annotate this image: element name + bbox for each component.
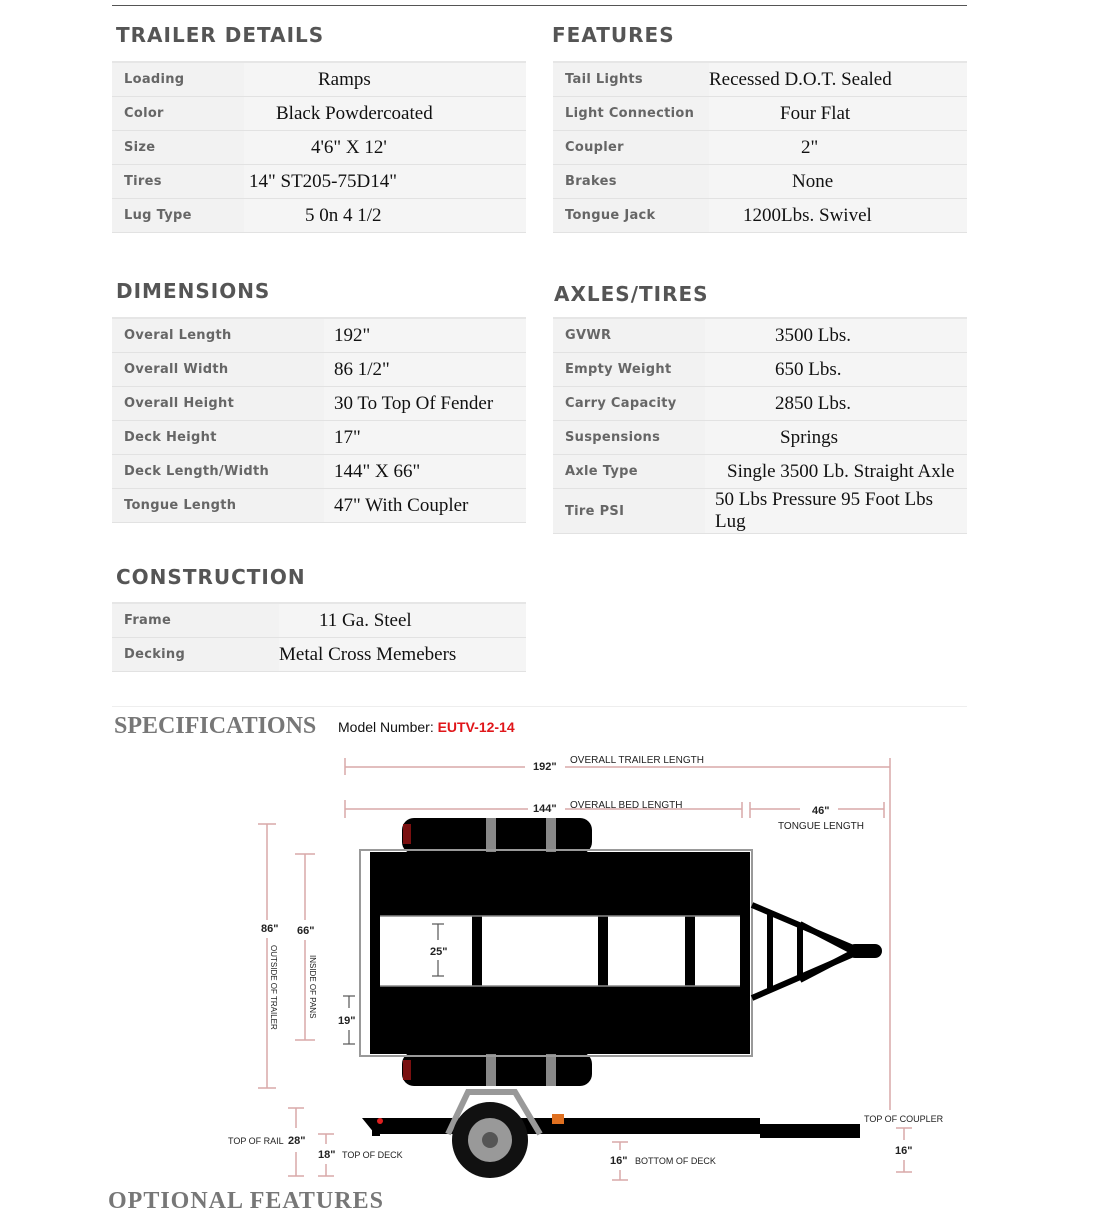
row-label: Deck Length/Width xyxy=(112,455,324,489)
row-value: 2850 Lbs. xyxy=(705,387,967,421)
tongue xyxy=(752,905,858,998)
optional-features-heading: OPTIONAL FEATURES xyxy=(108,1188,384,1214)
fender-bottom xyxy=(402,1052,592,1086)
row-label: Color xyxy=(112,97,244,131)
overall-length-label: OVERALL TRAILER LENGTH xyxy=(570,755,704,766)
side-light xyxy=(377,1118,383,1124)
row-value: 1200Lbs. Swivel xyxy=(709,199,967,233)
row-value: Ramps xyxy=(244,62,526,97)
bottom-of-deck-value: 16" xyxy=(610,1155,628,1167)
bed-length-label: OVERALL BED LENGTH xyxy=(570,800,683,811)
model-number-label: Model Number: xyxy=(338,719,434,735)
row-label: Suspensions xyxy=(553,421,705,455)
row-value: 50 Lbs Pressure 95 Foot Lbs Lug xyxy=(705,489,967,534)
row-label: Carry Capacity xyxy=(553,387,705,421)
top-of-rail-value: 28" xyxy=(288,1135,306,1147)
bottom-of-deck-label: BOTTOM OF DECK xyxy=(635,1156,716,1166)
row-value: 3500 Lbs. xyxy=(705,318,967,353)
row-label: Frame xyxy=(112,603,279,638)
inside-width-label: INSIDE OF PANS xyxy=(308,955,317,1019)
row-label: Tire PSI xyxy=(553,489,705,534)
row-label: Size xyxy=(112,131,244,165)
row-value: Springs xyxy=(705,421,967,455)
outside-width-label: OUTSIDE OF TRAILER xyxy=(269,945,278,1030)
specifications-heading: SPECIFICATIONS xyxy=(114,713,317,739)
construction-heading: CONSTRUCTION xyxy=(116,565,306,589)
row-value: 4'6" X 12' xyxy=(244,131,526,165)
fender-top xyxy=(402,818,592,854)
pan-bottom xyxy=(370,986,750,1054)
trailer-side-frame xyxy=(362,1118,860,1138)
row-label: Loading xyxy=(112,62,244,97)
row-label: Overall Height xyxy=(112,387,324,421)
axles-tires-heading: AXLES/TIRES xyxy=(554,282,709,306)
top-of-coupler-label: TOP OF COUPLER xyxy=(864,1114,944,1124)
coupler xyxy=(848,944,882,958)
gap-value: 25" xyxy=(430,946,448,958)
row-value: Recessed D.O.T. Sealed xyxy=(709,62,967,97)
top-of-rail-label: TOP OF RAIL xyxy=(228,1136,284,1146)
trailer-details-heading: TRAILER DETAILS xyxy=(116,23,325,47)
dimensions-heading: DIMENSIONS xyxy=(116,279,271,303)
row-label: Coupler xyxy=(553,131,709,165)
model-number-value: EUTV-12-14 xyxy=(437,719,515,735)
bed-length-value: 144" xyxy=(533,803,557,815)
tail-light-bottom xyxy=(403,1060,411,1080)
tongue-length-label: TONGUE LENGTH xyxy=(778,821,864,832)
tongue-length-value: 46" xyxy=(812,805,830,817)
row-label: GVWR xyxy=(553,318,705,353)
row-label: Tires xyxy=(112,165,244,199)
pan-value: 19" xyxy=(338,1015,356,1027)
row-value: 30 To Top Of Fender xyxy=(324,387,526,421)
row-label: Empty Weight xyxy=(553,353,705,387)
row-label: Overal Length xyxy=(112,318,324,353)
row-label: Decking xyxy=(112,638,279,672)
row-value: 650 Lbs. xyxy=(705,353,967,387)
row-label: Tail Lights xyxy=(553,62,709,97)
row-value: 192" xyxy=(324,318,526,353)
outside-width-value: 86" xyxy=(261,923,279,935)
fender-bracket xyxy=(486,818,496,854)
row-value: 86 1/2" xyxy=(324,353,526,387)
row-value: Black Powdercoated xyxy=(244,97,526,131)
top-of-deck-label: TOP OF DECK xyxy=(342,1150,403,1160)
row-value: Metal Cross Memebers xyxy=(279,638,526,672)
row-label: Deck Height xyxy=(112,421,324,455)
top-of-coupler-value: 16" xyxy=(895,1145,913,1157)
inside-width-value: 66" xyxy=(297,925,315,937)
row-value: 11 Ga. Steel xyxy=(279,603,526,638)
row-value: None xyxy=(709,165,967,199)
features-heading: FEATURES xyxy=(552,23,675,47)
row-label: Overall Width xyxy=(112,353,324,387)
row-label: Lug Type xyxy=(112,199,244,233)
row-label: Axle Type xyxy=(553,455,705,489)
row-value: 144" X 66" xyxy=(324,455,526,489)
fender-bracket xyxy=(546,818,556,854)
row-value: 17" xyxy=(324,421,526,455)
fender-bracket xyxy=(546,1052,556,1086)
side-marker xyxy=(552,1114,564,1124)
cross-members xyxy=(370,916,750,986)
overall-length-value: 192" xyxy=(533,761,557,773)
row-value: Four Flat xyxy=(709,97,967,131)
pan-top xyxy=(370,852,750,916)
fender-bracket xyxy=(486,1052,496,1086)
row-value: 2" xyxy=(709,131,967,165)
width-dimensions xyxy=(258,824,315,1088)
row-label: Brakes xyxy=(553,165,709,199)
row-label: Tongue Length xyxy=(112,489,324,523)
tail-light-top xyxy=(403,824,411,844)
row-value: 5 0n 4 1/2 xyxy=(244,199,526,233)
row-value: 14" ST205-75D14" xyxy=(244,165,526,199)
row-value: 47" With Coupler xyxy=(324,489,526,523)
row-label: Tongue Jack xyxy=(553,199,709,233)
row-label: Light Connection xyxy=(553,97,709,131)
row-value: Single 3500 Lb. Straight Axle xyxy=(705,455,967,489)
top-of-deck-value: 18" xyxy=(318,1149,336,1161)
